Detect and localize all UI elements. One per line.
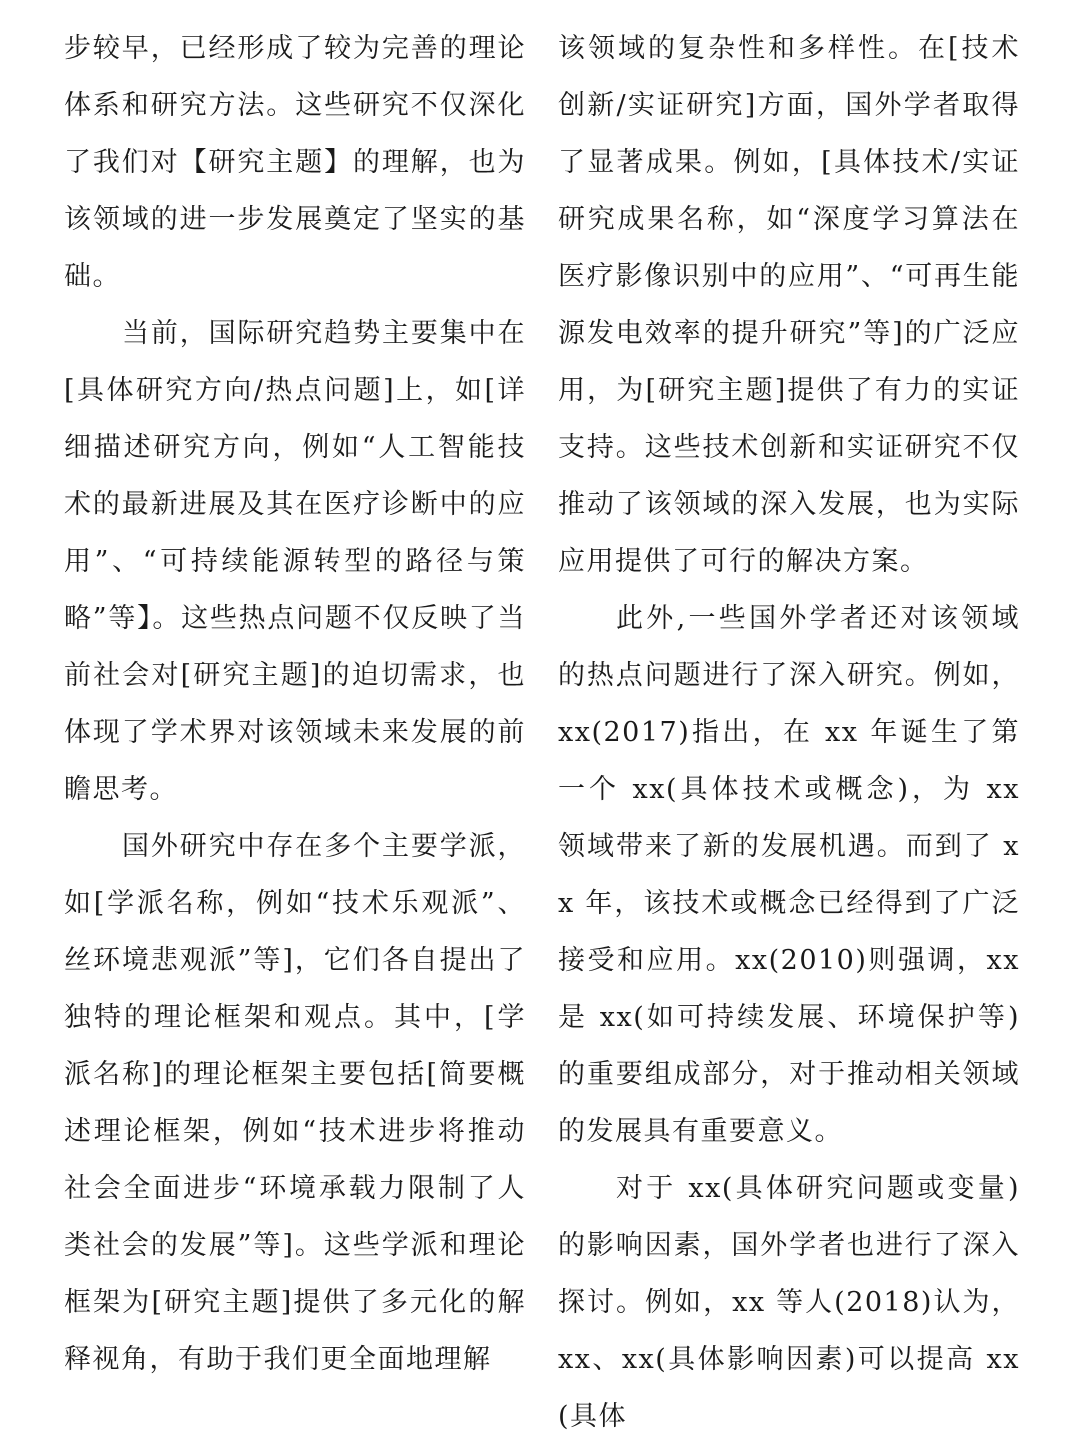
paragraph-left-1: 步较早，已经形成了较为完善的理论体系和研究方法。这些研究不仅深化了我们对【研究主题】的理解，也为该领域的进一步发展奠定了坚实的基础。 xyxy=(64,33,526,292)
right-text-column xyxy=(558,20,1020,1445)
paragraph-right-1: 该领域的复杂性和多样性。在[技术创新/实证研究]方面，国外学者取得了显著成果。例如，[具体技术/实证研究成果名称，如“深度学习算法在医疗影像识别中的应用”、“可再生能源发电效率的提升研究”等]的广泛应用，为[研究主题]提供了有力的实证支持。这些技术创新和实证研究不仅推动了该领域的深入发展，也为实际应用提供了可行的解决方案。 xyxy=(558,33,1020,577)
left-text-column xyxy=(64,20,526,1388)
paragraph-left-2: 当前，国际研究趋势主要集中在[具体研究方向/热点问题]上，如[详细描述研究方向，例如“人工智能技术的最新进展及其在医疗诊断中的应用”、“可持续能源转型的路径与策略”等】。这些热点问题不仅反映了当前社会对[研究主题]的迫切需求，也体现了学术界对该领域未来发展的前瞻思考。 xyxy=(64,318,526,805)
paragraph-right-2: 此外,一些国外学者还对该领域的热点问题进行了深入研究。例如，xx(2017)指出，在 xx 年诞生了第一个 xx(具体技术或概念)，为 xx 领域带来了新的发展机遇。而到了 xx 年，该技术或概念已经得到了广泛接受和应用。xx(2010)则强调，xx 是 xx(如可持续发展、环境保护等)的重要组成部分，对于推动相关领域的发展具有重要意义。 xyxy=(558,603,1020,1147)
paragraph-left-3: 国外研究中存在多个主要学派，如[学派名称，例如“技术乐观派”、丝环境悲观派”等]，它们各自提出了独特的理论框架和观点。其中，[学派名称]的理论框架主要包括[简要概述理论框架，例如“技术进步将推动社会全面进步“环境承载力限制了人类社会的发展”等]。这些学派和理论框架为[研究主题]提供了多元化的解释视角，有助于我们更全面地理解 xyxy=(64,831,526,1375)
paragraph-right-3: 对于 xx(具体研究问题或变量)的影响因素，国外学者也进行了深入探讨。例如，xx 等人(2018)认为，xx、xx(具体影响因素)可以提高 xx(具体 xyxy=(558,1173,1020,1432)
